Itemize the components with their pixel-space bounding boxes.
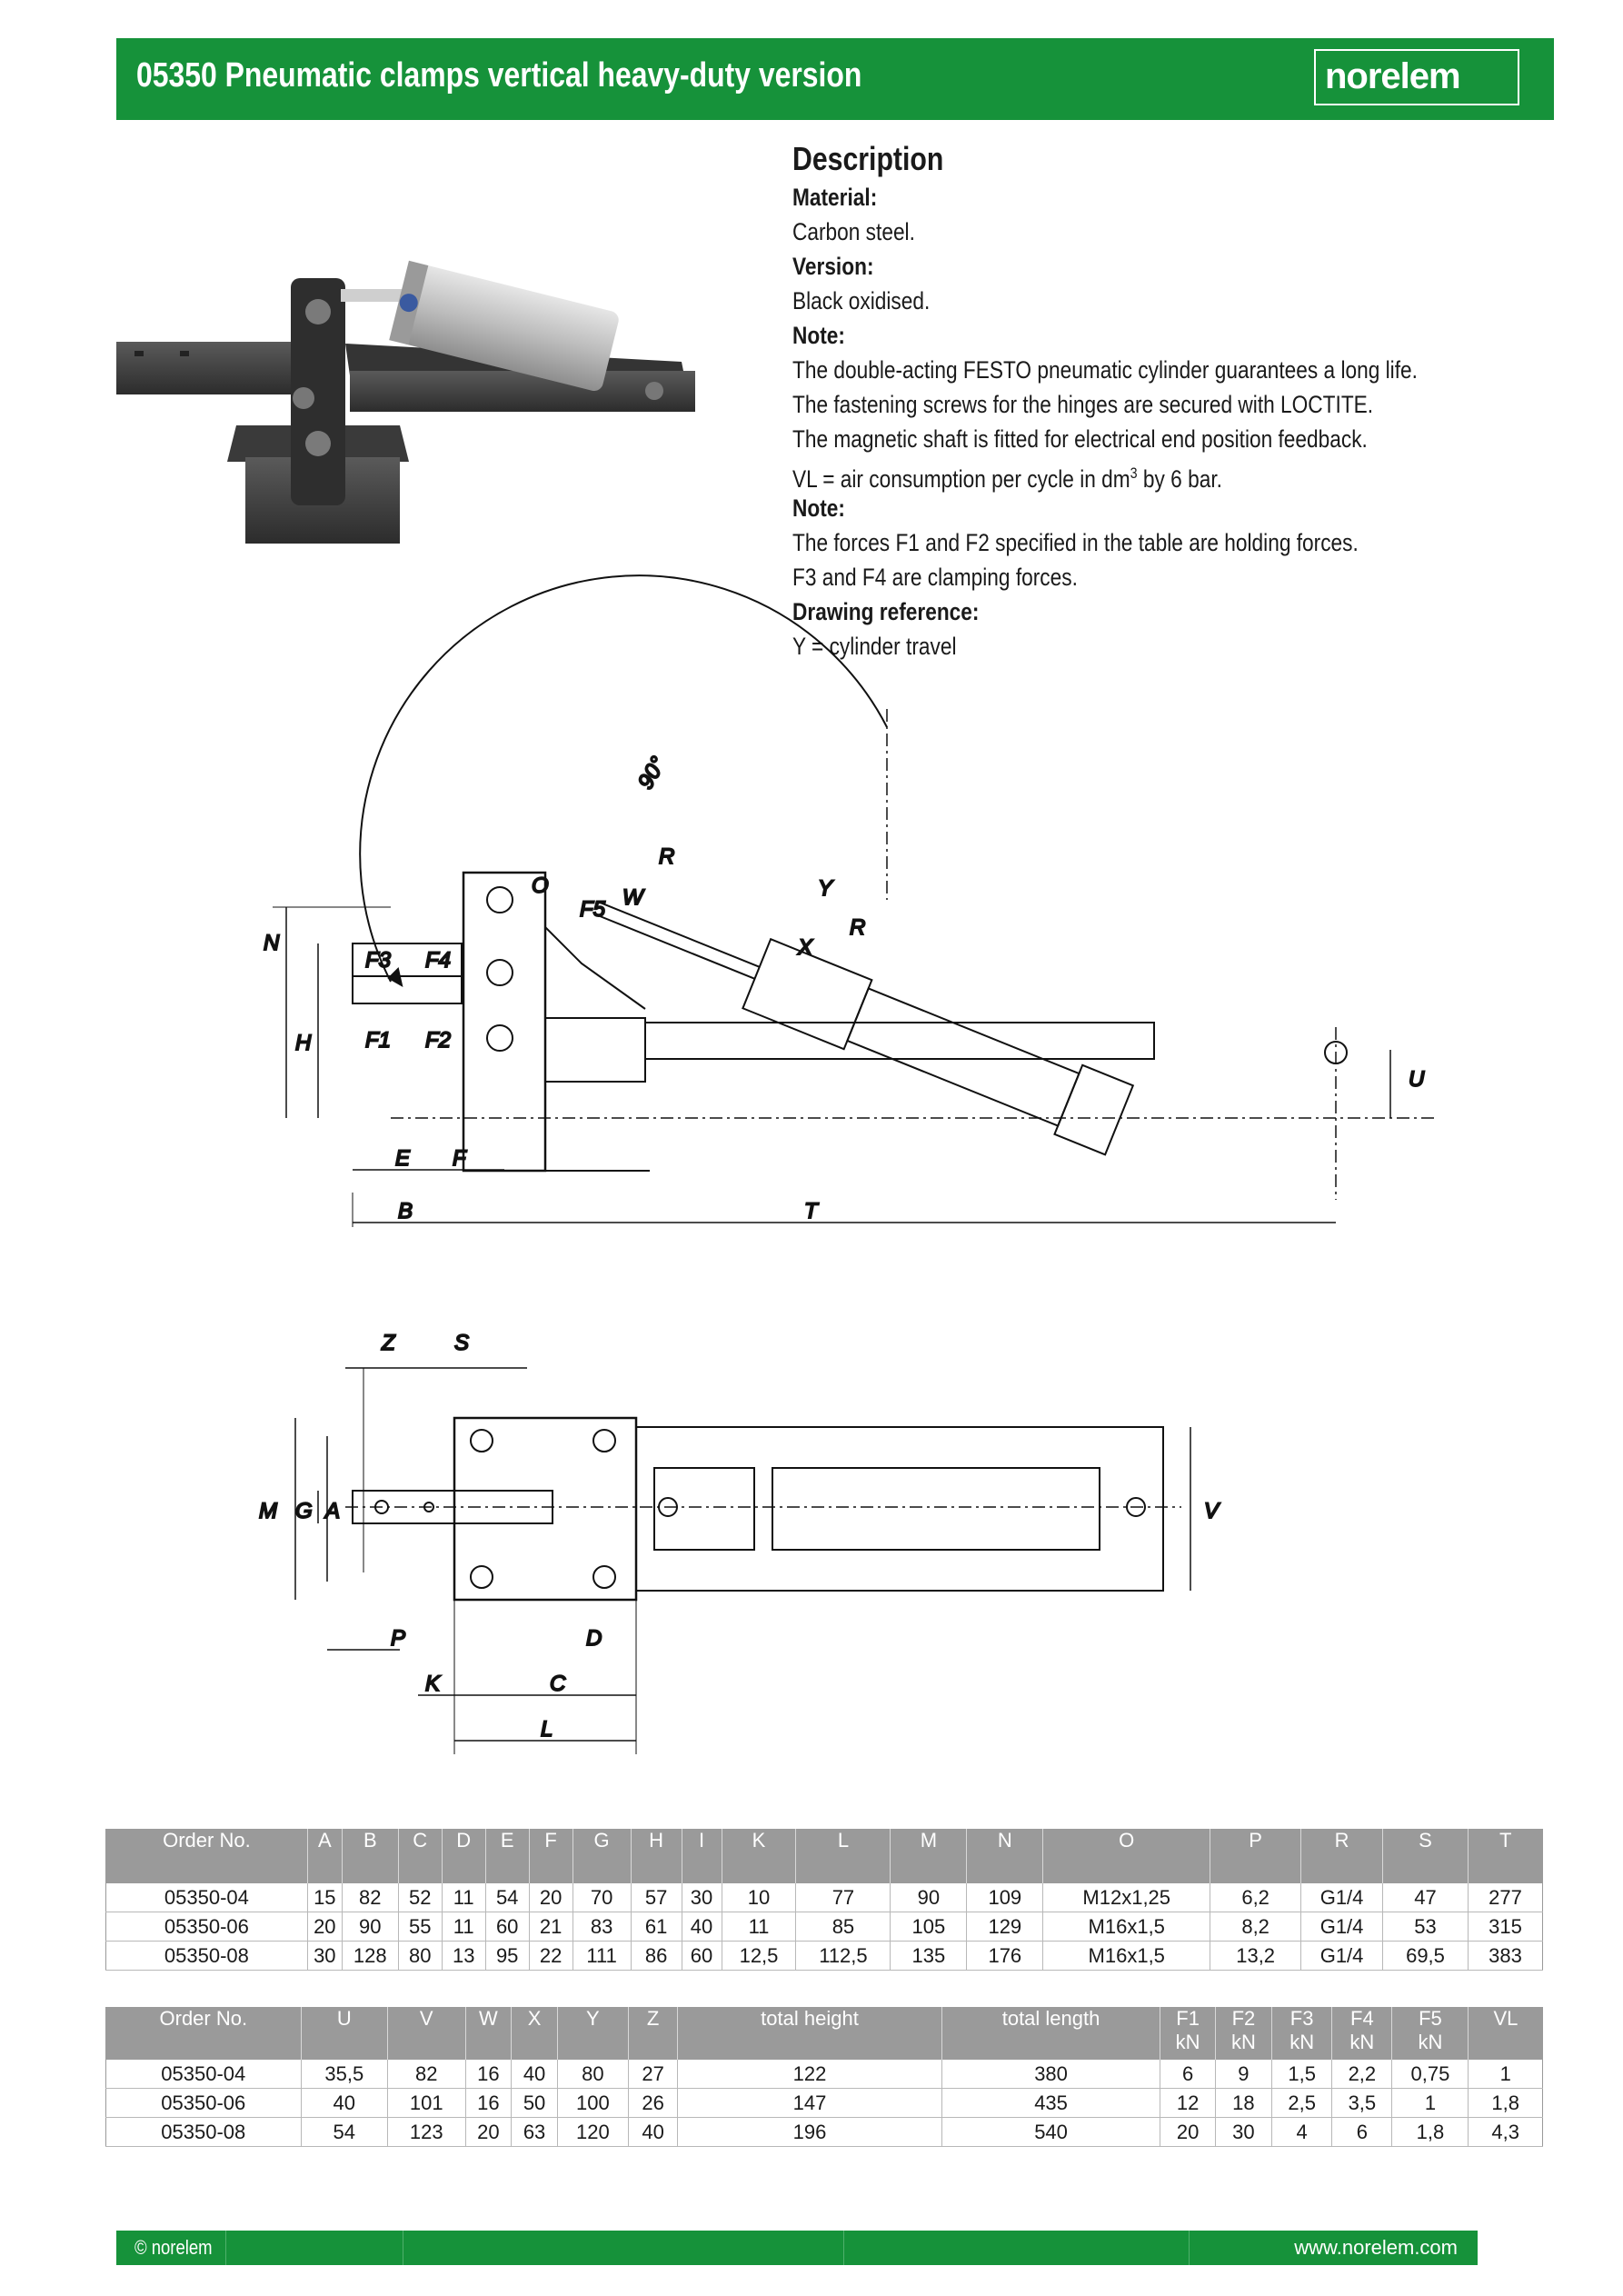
table-cell: M12x1,25 <box>1043 1883 1210 1912</box>
table-cell: 9 <box>1215 2060 1271 2089</box>
table-cell: 147 <box>678 2089 941 2118</box>
description-heading: Description <box>792 140 944 177</box>
column-header-label: V <box>419 2007 433 2030</box>
table-cell: 4 <box>1272 2118 1332 2147</box>
column-header-label: F3 <box>1289 2007 1314 2030</box>
column-header-label: F1 <box>1176 2007 1200 2030</box>
table-cell: 40 <box>512 2060 558 2089</box>
dim-label-w: W <box>622 885 643 910</box>
column-header <box>1215 2007 1271 2060</box>
table-cell: 85 <box>796 1912 891 1942</box>
table-cell: 70 <box>573 1883 631 1912</box>
dimensions-table <box>105 1829 1543 1971</box>
table-cell: 54 <box>485 1883 529 1912</box>
table-cell: 26 <box>628 2089 678 2118</box>
table-cell: 57 <box>631 1883 682 1912</box>
table-cell: M16x1,5 <box>1043 1912 1210 1942</box>
column-header <box>387 2007 465 2060</box>
column-header-label: Y <box>586 2007 600 2030</box>
logo-text: norelem <box>1325 56 1460 96</box>
table-cell: 6 <box>1160 2060 1215 2089</box>
order-number-cell: 05350-06 <box>106 2089 302 2118</box>
column-header <box>1392 2007 1469 2060</box>
force-label-f5: F5 <box>580 897 606 922</box>
table-cell: 109 <box>967 1883 1043 1912</box>
column-header <box>557 2007 628 2060</box>
table-cell: 8,2 <box>1210 1912 1301 1942</box>
column-header <box>529 1829 573 1883</box>
column-unit: kN <box>1230 2031 1256 2053</box>
column-header-label: B <box>363 1829 377 1852</box>
table-cell: 129 <box>967 1912 1043 1942</box>
column-header <box>678 2007 941 2060</box>
column-header <box>628 2007 678 2060</box>
table-cell: 1 <box>1392 2089 1469 2118</box>
table-cell: 196 <box>678 2118 941 2147</box>
column-header <box>796 1829 891 1883</box>
table-cell: 22 <box>529 1942 573 1971</box>
table-cell: 13 <box>442 1942 485 1971</box>
force-label-f2: F2 <box>425 1028 452 1053</box>
column-header <box>891 1829 967 1883</box>
dim-label-o: O <box>532 873 549 898</box>
table-cell: 40 <box>628 2118 678 2147</box>
column-header <box>1469 2007 1543 2060</box>
page-header <box>116 38 1554 120</box>
table-cell: 50 <box>512 2089 558 2118</box>
column-header <box>106 1829 308 1883</box>
note-label: Note: <box>792 322 845 349</box>
table-cell: 11 <box>442 1912 485 1942</box>
dim-label-b: B <box>398 1199 413 1223</box>
column-header <box>301 2007 387 2060</box>
table-cell: 12,5 <box>722 1942 796 1971</box>
table-row <box>106 2118 1543 2147</box>
table-cell: 1,8 <box>1392 2118 1469 2147</box>
table-cell: 100 <box>557 2089 628 2118</box>
column-header <box>1301 1829 1383 1883</box>
dim-label-r: R <box>659 844 675 869</box>
table-cell: 30 <box>1215 2118 1271 2147</box>
table-cell: 1,8 <box>1469 2089 1543 2118</box>
vl-suffix: by 6 bar. <box>1137 465 1222 493</box>
column-header <box>1043 1829 1210 1883</box>
table-cell: 122 <box>678 2060 941 2089</box>
table-cell: 30 <box>682 1883 722 1912</box>
column-unit: kN <box>1349 2031 1375 2053</box>
table-cell: 69,5 <box>1383 1942 1469 1971</box>
column-header <box>1272 2007 1332 2060</box>
note-label: Note: <box>792 494 845 522</box>
column-header-label: H <box>649 1829 664 1852</box>
table-row <box>106 2089 1543 2118</box>
table-row <box>106 1942 1543 1971</box>
side-view <box>273 575 1436 1227</box>
column-header-label: F5 <box>1419 2007 1442 2030</box>
column-header <box>967 1829 1043 1883</box>
dim-label-f: F <box>453 1146 466 1171</box>
column-header-label: F2 <box>1231 2007 1256 2030</box>
technical-drawing <box>259 700 1481 1754</box>
force-label-f4: F4 <box>425 948 452 973</box>
column-header <box>1210 1829 1301 1883</box>
description-block <box>792 138 1538 664</box>
table-cell: 176 <box>967 1942 1043 1971</box>
table-cell: 20 <box>307 1912 342 1942</box>
table-cell: 40 <box>682 1912 722 1942</box>
note-line: The forces F1 and F2 specified in the table are holding forces. <box>792 529 1359 556</box>
column-header <box>1383 1829 1469 1883</box>
dim-label-e: E <box>395 1146 411 1171</box>
column-header-label: F <box>544 1829 557 1852</box>
table-cell: 120 <box>557 2118 628 2147</box>
column-header-label: N <box>997 1829 1012 1852</box>
table-cell: 18 <box>1215 2089 1271 2118</box>
column-header <box>398 1829 442 1883</box>
product-photo <box>109 235 736 553</box>
dim-label-d: D <box>586 1626 602 1651</box>
column-header-label: Order No. <box>159 2007 248 2030</box>
table-cell: 6,2 <box>1210 1883 1301 1912</box>
dim-label-s: S <box>454 1331 470 1355</box>
table-cell: 277 <box>1468 1883 1542 1912</box>
vl-prefix: VL = air consumption per cycle in dm <box>792 465 1130 493</box>
table-cell: 540 <box>941 2118 1160 2147</box>
table-cell: 47 <box>1383 1883 1469 1912</box>
material-value: Carbon steel. <box>792 218 915 245</box>
table-cell: M16x1,5 <box>1043 1942 1210 1971</box>
table-cell: 30 <box>307 1942 342 1971</box>
table-cell: 54 <box>301 2118 387 2147</box>
column-header-label: P <box>1249 1829 1262 1852</box>
table-cell: 90 <box>891 1883 967 1912</box>
table-cell: G1/4 <box>1301 1912 1383 1942</box>
table-cell: 123 <box>387 2118 465 2147</box>
table-row <box>106 1883 1543 1912</box>
column-header-label: VL <box>1493 2007 1518 2030</box>
table-cell: 6 <box>1332 2118 1392 2147</box>
column-header <box>573 1829 631 1883</box>
page-title: 05350 Pneumatic clamps vertical heavy-duty version <box>136 56 862 95</box>
table-cell: 80 <box>557 2060 628 2089</box>
table-cell: G1/4 <box>1301 1942 1383 1971</box>
note-line: The magnetic shaft is fitted for electrical end position feedback. <box>792 425 1368 453</box>
column-header-label: A <box>317 1829 332 1852</box>
note-line: The double-acting FESTO pneumatic cylinder guarantees a long life. <box>792 356 1418 384</box>
table-cell: 12 <box>1160 2089 1215 2118</box>
table-header-row <box>106 1829 1543 1883</box>
table-cell: 77 <box>796 1883 891 1912</box>
footer-website-link[interactable]: www.norelem.com <box>1294 2236 1458 2259</box>
table-cell: 315 <box>1468 1912 1542 1942</box>
column-header-label: total height <box>761 2007 859 2030</box>
column-header <box>1332 2007 1392 2060</box>
column-header-label: M <box>920 1829 938 1852</box>
table-cell: 2,2 <box>1332 2060 1392 2089</box>
forces-table <box>105 2007 1543 2147</box>
table-cell: 10 <box>722 1883 796 1912</box>
column-header-label: C <box>413 1829 428 1852</box>
table-cell: 112,5 <box>796 1942 891 1971</box>
force-label-f3: F3 <box>365 948 392 973</box>
column-header-label: W <box>478 2007 498 2030</box>
table-cell: 63 <box>512 2118 558 2147</box>
dim-label-h: H <box>295 1031 312 1055</box>
table-cell: 53 <box>1383 1912 1469 1942</box>
column-header <box>512 2007 558 2060</box>
dim-label-z: Z <box>382 1331 395 1355</box>
angle-label: 90° <box>632 753 672 794</box>
footer-copyright: © norelem <box>134 2236 213 2259</box>
table-cell: 2,5 <box>1272 2089 1332 2118</box>
order-number-cell: 05350-08 <box>106 2118 302 2147</box>
column-header <box>485 1829 529 1883</box>
column-header-label: K <box>752 1829 766 1852</box>
table-cell: 83 <box>573 1912 631 1942</box>
table-cell: 20 <box>1160 2118 1215 2147</box>
column-header-label: total length <box>1001 2007 1100 2030</box>
table-cell: 1,5 <box>1272 2060 1332 2089</box>
norelem-logo <box>1314 49 1519 105</box>
dim-label-n: N <box>264 931 280 955</box>
column-header-label: T <box>1499 1829 1512 1852</box>
table-cell: 11 <box>722 1912 796 1942</box>
drawing-reference-text: Y = cylinder travel <box>792 633 957 660</box>
column-header <box>1468 1829 1542 1883</box>
table-cell: 20 <box>465 2118 512 2147</box>
column-header <box>722 1829 796 1883</box>
table-cell: 55 <box>398 1912 442 1942</box>
column-header <box>631 1829 682 1883</box>
column-header-label: U <box>336 2007 352 2030</box>
version-label: Version: <box>792 253 874 280</box>
column-header <box>307 1829 342 1883</box>
column-header-label: O <box>1119 1829 1135 1852</box>
column-header-label: G <box>593 1829 610 1852</box>
dim-label-u: U <box>1409 1067 1425 1092</box>
column-header <box>465 2007 512 2060</box>
table-cell: 95 <box>485 1942 529 1971</box>
table-cell: 101 <box>387 2089 465 2118</box>
table-cell: 105 <box>891 1912 967 1942</box>
table-cell: 35,5 <box>301 2060 387 2089</box>
table-row <box>106 1912 1543 1942</box>
column-header-label: E <box>500 1829 514 1852</box>
column-header-label: Z <box>646 2007 660 2030</box>
order-number-cell: 05350-06 <box>106 1912 308 1942</box>
column-unit: kN <box>1418 2031 1443 2053</box>
table-cell: 435 <box>941 2089 1160 2118</box>
column-header <box>106 2007 302 2060</box>
table-cell: 80 <box>398 1942 442 1971</box>
column-header-label: F4 <box>1350 2007 1374 2030</box>
column-header <box>941 2007 1160 2060</box>
table-cell: 4,3 <box>1469 2118 1543 2147</box>
table-cell: 60 <box>682 1942 722 1971</box>
version-value: Black oxidised. <box>792 287 931 314</box>
column-header-label: D <box>456 1829 472 1852</box>
table-cell: 380 <box>941 2060 1160 2089</box>
column-header-label: R <box>1334 1829 1349 1852</box>
table-cell: 16 <box>465 2060 512 2089</box>
air-consumption-line <box>792 456 1222 496</box>
column-unit: kN <box>1175 2031 1200 2053</box>
table-cell: 0,75 <box>1392 2060 1469 2089</box>
table-cell: G1/4 <box>1301 1883 1383 1912</box>
column-header-label: L <box>837 1829 850 1852</box>
table-cell: 90 <box>342 1912 398 1942</box>
material-label: Material: <box>792 184 878 211</box>
table-cell: 20 <box>529 1883 573 1912</box>
table-cell: 40 <box>301 2089 387 2118</box>
dim-label-v: V <box>1204 1499 1220 1523</box>
column-header-label: S <box>1419 1829 1432 1852</box>
dim-label-y: Y <box>818 876 833 901</box>
column-header-label: X <box>527 2007 542 2030</box>
order-number-cell: 05350-04 <box>106 2060 302 2089</box>
dim-label-a: A <box>325 1499 341 1523</box>
table-row <box>106 2060 1543 2089</box>
table-cell: 82 <box>342 1883 398 1912</box>
dim-label-r: R <box>850 915 866 940</box>
table-cell: 60 <box>485 1912 529 1942</box>
column-header-label: Order No. <box>163 1829 251 1852</box>
dim-label-k: K <box>425 1672 441 1696</box>
force-label-f1: F1 <box>365 1028 392 1053</box>
column-header-label: I <box>698 1829 705 1852</box>
dim-label-c: C <box>550 1672 566 1696</box>
table-cell: 1 <box>1469 2060 1543 2089</box>
dim-label-l: L <box>541 1717 553 1742</box>
column-header <box>442 1829 485 1883</box>
order-number-cell: 05350-08 <box>106 1942 308 1971</box>
table-cell: 11 <box>442 1883 485 1912</box>
table-cell: 3,5 <box>1332 2089 1392 2118</box>
dim-label-x: X <box>798 935 813 960</box>
table-cell: 383 <box>1468 1942 1542 1971</box>
column-header <box>342 1829 398 1883</box>
table-cell: 13,2 <box>1210 1942 1301 1971</box>
top-view <box>295 1368 1190 1754</box>
table-header-row <box>106 2007 1543 2060</box>
table-cell: 16 <box>465 2089 512 2118</box>
note-line: The fastening screws for the hinges are secured with LOCTITE. <box>792 391 1374 418</box>
vl-superscript: 3 <box>1130 464 1138 482</box>
page-footer <box>116 2231 1478 2265</box>
table-cell: 21 <box>529 1912 573 1942</box>
dim-label-m: M <box>259 1499 277 1523</box>
table-cell: 15 <box>307 1883 342 1912</box>
table-cell: 82 <box>387 2060 465 2089</box>
dim-label-t: T <box>804 1199 818 1223</box>
table-cell: 61 <box>631 1912 682 1942</box>
table-cell: 128 <box>342 1942 398 1971</box>
table-cell: 135 <box>891 1942 967 1971</box>
column-unit: kN <box>1289 2031 1315 2053</box>
table-cell: 86 <box>631 1942 682 1971</box>
note-line: F3 and F4 are clamping forces. <box>792 564 1078 591</box>
drawing-reference-label: Drawing reference: <box>792 598 980 625</box>
table-cell: 52 <box>398 1883 442 1912</box>
dim-label-g: G <box>295 1499 313 1523</box>
dim-label-p: P <box>391 1626 406 1651</box>
order-number-cell: 05350-04 <box>106 1883 308 1912</box>
table-cell: 111 <box>573 1942 631 1971</box>
column-header <box>1160 2007 1215 2060</box>
table-cell: 27 <box>628 2060 678 2089</box>
column-header <box>682 1829 722 1883</box>
